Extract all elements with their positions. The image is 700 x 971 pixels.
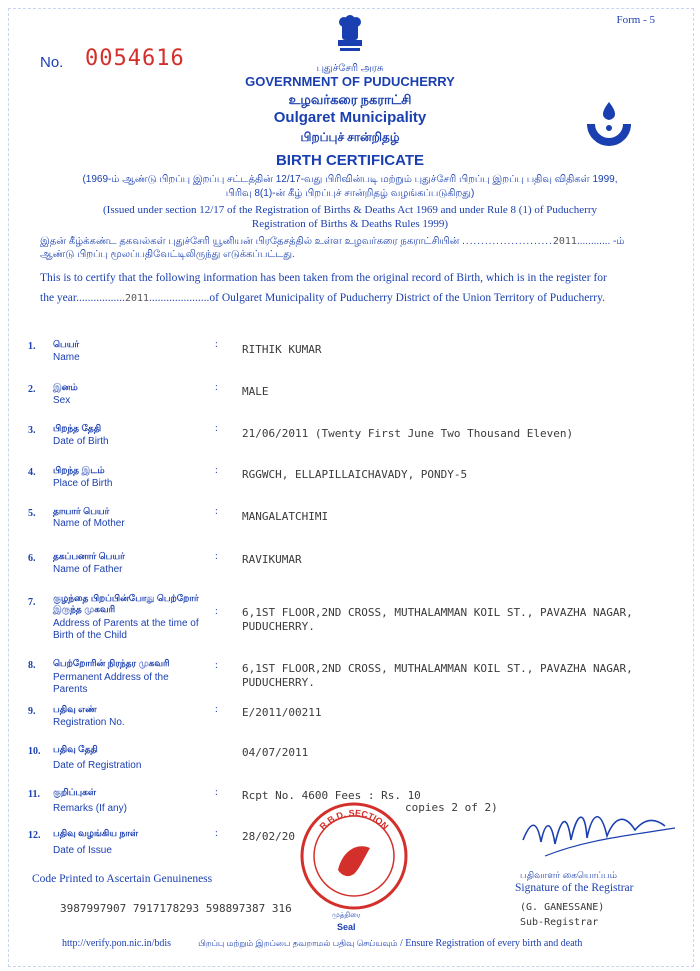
seal-label-tamil: முத்திரை bbox=[332, 912, 361, 919]
field-colon: : bbox=[215, 551, 218, 562]
field-label-tamil: பதிவு தேதி bbox=[53, 744, 98, 754]
registrar-name: (G. GANESSANE) bbox=[520, 902, 605, 913]
field-value-remarks: Rcpt No. 4600 Fees : Rs. 10 bbox=[242, 789, 421, 802]
field-value-name: RITHIK KUMAR bbox=[242, 343, 322, 356]
verification-link[interactable]: http://verify.pon.nic.in/bdis bbox=[62, 938, 172, 949]
field-value-place: RGGWCH, ELLAPILLAICHAVADY, PONDY-5 bbox=[242, 468, 468, 481]
seal-label: Seal bbox=[337, 922, 356, 932]
tamil-issued-line-1: (1969-ம் ஆண்டு பிறப்பு இறப்பு சட்டத்தின் 12/17-வது பிரிவின்படி மற்றும் புதுச்சேரி பிறப்பு இறப்பு பதிவு விதிகள் 1999, bbox=[82, 174, 618, 185]
tamil-info-end: -ம் bbox=[610, 236, 625, 247]
field-number: 2. bbox=[28, 384, 36, 395]
form-number: Form - 5 bbox=[616, 14, 655, 26]
field-value-father: RAVIKUMAR bbox=[242, 553, 302, 566]
field-label-tamil: பிறந்த இடம் bbox=[53, 465, 105, 475]
tamil-info-line-2: ஆண்டு பிறப்பு மூலப்பதிவேட்டிலிருந்து எடுக்கப்பட்டது. bbox=[40, 249, 295, 260]
field-label-tamil: பிறந்த தேதி bbox=[53, 423, 102, 433]
field-value-registration-date: 04/07/2011 bbox=[242, 746, 309, 759]
field-label: Name of Mother bbox=[53, 518, 125, 529]
field-number: 8. bbox=[28, 660, 36, 671]
field-label-tamil: பதிவு எண் bbox=[53, 704, 97, 714]
field-label: Name of Father bbox=[53, 564, 123, 575]
certify-line-1: This is to certify that the following information has been taken from the original record of Birth, which is in the register for bbox=[40, 272, 607, 284]
certify-pre: the year bbox=[40, 292, 77, 304]
field-number: 12. bbox=[28, 830, 41, 841]
field-label: Date of Registration bbox=[53, 760, 142, 771]
field-number: 3. bbox=[28, 425, 36, 436]
certify-statement: This is to certify that the following information has been taken from the original record of Birth, which is in the register for the year.................2011.....................of Oulgaret Municipality of Puducherry District of the Union Territory of Puducherry. bbox=[40, 268, 670, 309]
field-label-tamil: தகப்பனார் பெயர் bbox=[53, 551, 125, 561]
tamil-info-line-1: இதன் கீழ்க்கண்ட தகவல்கள் புதுச்சேரி யூனியன் பிரதேசத்தில் உள்ள உழவர்கரை நகராட்சியின் bbox=[40, 236, 463, 247]
field-value-dob: 21/06/2011 (Twenty First June Two Thousand Eleven) bbox=[242, 427, 574, 440]
field-label: Permanent Address of the Parents bbox=[53, 672, 169, 695]
field-label-tamil: பெயர் bbox=[53, 339, 80, 349]
municipality-logo-icon bbox=[583, 98, 635, 150]
field-label: Address of Parents at the time of Birth of the Child bbox=[53, 618, 199, 641]
field-label-tamil: இனம் bbox=[53, 382, 78, 392]
field-label: Name bbox=[53, 352, 80, 363]
certificate-no-value: 0054616 bbox=[85, 46, 185, 71]
tamil-certificate-title: பிறப்புச் சான்றிதழ் bbox=[300, 130, 400, 144]
certify-year: 2011 bbox=[124, 293, 150, 304]
field-value-mother: MANGALATCHIMI bbox=[242, 510, 329, 523]
verification-code: 3987997907 7917178293 598897387 316 bbox=[60, 902, 292, 915]
field-label-tamil: பதிவு வழங்கிய நாள் bbox=[53, 828, 139, 838]
issued-line-2: Registration of Births & Deaths Rules 1999) bbox=[251, 218, 449, 230]
field-colon: : bbox=[215, 423, 218, 434]
field-value-permanent-address: 6,1ST FLOOR,2ND CROSS, MUTHALAMMAN KOIL ST., PAVAZHA NAGAR, PUDUCHERRY. bbox=[242, 662, 633, 689]
field-value-sex: MALE bbox=[242, 385, 269, 398]
field-label-tamil: பெற்றோரின் நிரந்தர முகவரி bbox=[53, 658, 170, 668]
field-colon: : bbox=[215, 506, 218, 517]
field-number: 9. bbox=[28, 706, 36, 717]
field-colon: : bbox=[215, 704, 218, 715]
certificate-title: BIRTH CERTIFICATE bbox=[275, 152, 425, 169]
field-value-registration-no: E/2011/00211 bbox=[242, 706, 322, 719]
state-emblem-icon bbox=[330, 14, 370, 60]
field-value-remarks-copies: copies 2 of 2) bbox=[405, 801, 498, 814]
field-label: Date of Birth bbox=[53, 436, 109, 447]
field-label-tamil: குறிப்புகள் bbox=[53, 787, 96, 797]
government-title: GOVERNMENT OF PUDUCHERRY bbox=[245, 74, 455, 89]
field-colon: : bbox=[215, 787, 218, 798]
registrar-signature-label-tamil: பதிவாளர் கையொப்பம் bbox=[520, 870, 618, 880]
field-number: 1. bbox=[28, 341, 36, 352]
seal-stamp-text: R.B.D. SECTION bbox=[317, 807, 391, 832]
issued-under bbox=[0, 203, 700, 231]
field-label: Remarks (If any) bbox=[53, 803, 127, 814]
field-label: Registration No. bbox=[53, 717, 125, 728]
field-number: 4. bbox=[28, 467, 36, 478]
field-label: Place of Birth bbox=[53, 478, 113, 489]
field-number: 5. bbox=[28, 508, 36, 519]
field-number: 11. bbox=[28, 789, 40, 800]
field-colon: : bbox=[215, 606, 218, 617]
field-colon: : bbox=[215, 339, 218, 350]
tamil-info: இதன் கீழ்க்கண்ட தகவல்கள் புதுச்சேரி யூனியன் பிரதேசத்தில் உள்ள உழவர்கரை நகராட்சியின் ........................2011............ -ம் ஆண்டு பிறப்பு மூலப்பதிவேட்டிலிருந்து எடுக்கப்பட்டது. bbox=[40, 235, 660, 261]
registrar-title: Sub-Registrar bbox=[520, 917, 599, 928]
field-colon: : bbox=[215, 465, 218, 476]
field-value-address-birth: 6,1ST FLOOR,2ND CROSS, MUTHALAMMAN KOIL ST., PAVAZHA NAGAR, PUDUCHERRY. bbox=[242, 606, 633, 633]
tamil-info-year: 2011 bbox=[552, 236, 577, 247]
field-colon: : bbox=[215, 382, 218, 393]
field-colon: : bbox=[215, 828, 218, 839]
registrar-signature-label: Signature of the Registrar bbox=[515, 882, 634, 894]
field-label: Sex bbox=[53, 395, 71, 406]
code-label: Code Printed to Ascertain Genuineness bbox=[32, 873, 213, 885]
certificate-no-label: No. bbox=[40, 54, 64, 71]
tamil-issued-under bbox=[0, 173, 700, 201]
official-seal-stamp bbox=[298, 800, 410, 912]
field-number: 7. bbox=[28, 597, 36, 608]
issued-line-1: (Issued under section 12/17 of the Registration of Births & Deaths Act 1969 and under Rule 8 (1) of Puducherry bbox=[103, 204, 597, 216]
field-label: Date of Issue bbox=[53, 845, 112, 856]
field-number: 6. bbox=[28, 553, 36, 564]
footer-tamil: பிறப்பு மற்றும் இறப்பை தவறாமல் பதிவு செய்யவும் bbox=[198, 938, 398, 948]
field-colon: : bbox=[215, 660, 218, 671]
tamil-municipality: உழவர்கரை நகராட்சி bbox=[288, 92, 412, 107]
field-label-tamil: தாயார் பெயர் bbox=[53, 506, 110, 516]
registrar-signature bbox=[515, 800, 685, 866]
field-label-tamil: குழந்தை பிறப்பின்போது பெற்றோர் இருந்த முகவரி bbox=[53, 593, 199, 614]
field-value-issue-date: 28/02/20 bbox=[242, 830, 295, 843]
footer bbox=[62, 938, 582, 950]
municipality-title: Oulgaret Municipality bbox=[273, 109, 427, 126]
tamil-government: புதுச்சேரி அரசு bbox=[316, 63, 384, 74]
tamil-issued-line-2: பிரிவு 8(1)-ன் கீழ் பிறப்புச் சான்றிதழ் வழங்கப்படுகிறது) bbox=[225, 188, 475, 199]
field-number: 10. bbox=[28, 746, 41, 757]
footer-text: / Ensure Registration of every birth and death bbox=[399, 938, 583, 949]
certify-post: of Oulgaret Municipality of Puducherry District of the Union Territory of Puducherry. bbox=[209, 292, 605, 304]
